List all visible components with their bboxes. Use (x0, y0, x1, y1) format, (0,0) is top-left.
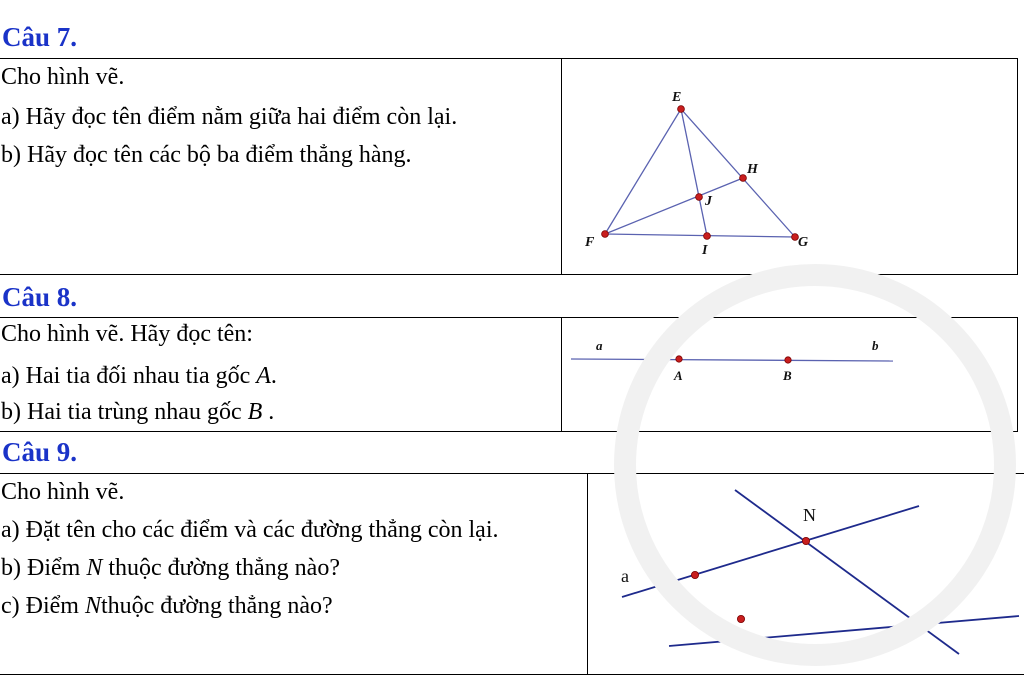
segment-FH (605, 178, 743, 234)
q8-line-a-text: a) Hai tia đối nhau tia gốc (1, 363, 251, 389)
label-N: N (803, 505, 816, 525)
label-H: H (747, 162, 758, 177)
q9-line-c-var: N (84, 593, 101, 619)
q9-title: Câu 9. (2, 437, 78, 467)
label-b: b (872, 338, 879, 353)
q7-title: Câu 7. (2, 22, 78, 52)
line-through-N (735, 490, 959, 654)
q7-table (0, 58, 1018, 275)
line-a (622, 506, 919, 597)
label-A: A (674, 368, 683, 383)
q9-line-intro: Cho hình vẽ. (1, 479, 125, 505)
q8-line-b-var: B (247, 399, 263, 425)
q9-line-b-var: N (86, 555, 103, 581)
q8-line-intro: Cho hình vẽ. Hãy đọc tên: (1, 321, 253, 347)
point-I (704, 233, 711, 240)
q9-line-b-text: b) Điểm (1, 555, 81, 581)
label-I: I (702, 243, 708, 258)
q9-divider (587, 474, 588, 674)
point-A (676, 356, 682, 362)
point-on-a (691, 571, 698, 578)
q7-line-b: b) Hãy đọc tên các bộ ba điểm thẳng hàng. (1, 142, 412, 168)
label-F: F (585, 235, 595, 250)
q7-figure (563, 59, 1017, 274)
q8-table (0, 317, 1018, 432)
point-J (696, 194, 703, 201)
q8-line-a-end: . (270, 363, 277, 389)
segment-EI (681, 109, 707, 236)
label-G: G (798, 235, 809, 250)
q8-line-b-text: b) Hai tia trùng nhau gốc (1, 399, 242, 425)
point-N (802, 537, 809, 544)
label-J: J (705, 194, 712, 209)
q7-line-intro: Cho hình vẽ. (1, 64, 125, 90)
q7-divider (561, 59, 562, 274)
label-B: B (783, 368, 792, 383)
point-free (737, 615, 744, 622)
q7-line-a: a) Hãy đọc tên điểm nằm giữa hai điểm còn lại. (1, 104, 458, 130)
point-F (602, 231, 609, 238)
q8-line-b-end: . (268, 399, 275, 425)
segment-EF (605, 109, 681, 234)
q8-line-a (1, 362, 277, 390)
q9-line-c (1, 592, 333, 620)
q9-table (0, 473, 1024, 675)
segment-EG (681, 109, 795, 237)
q9-line-c-text: c) Điểm (1, 593, 79, 619)
label-E: E (672, 90, 682, 105)
label-a: a (621, 566, 629, 586)
q8-divider (561, 318, 562, 431)
label-a: a (596, 338, 603, 353)
point-B (785, 357, 791, 363)
point-intersection (918, 621, 925, 628)
q8-figure (563, 318, 1017, 431)
line-bottom (669, 616, 1019, 646)
q9-line-c-end: thuộc đường thẳng nào? (100, 593, 333, 619)
segment-FG (605, 234, 795, 237)
point-E (678, 106, 685, 113)
q8-title: Câu 8. (2, 282, 78, 312)
q9-figure (589, 474, 1024, 674)
q9-line-b-end: thuộc đường thẳng nào? (108, 555, 340, 581)
q9-line-a: a) Đặt tên cho các điểm và các đường thẳng còn lại. (1, 517, 499, 543)
q8-line-a-var: A (256, 363, 271, 389)
line-ab (571, 359, 893, 361)
q8-line-b (1, 398, 274, 426)
q9-line-b (1, 554, 340, 582)
point-H (740, 175, 747, 182)
